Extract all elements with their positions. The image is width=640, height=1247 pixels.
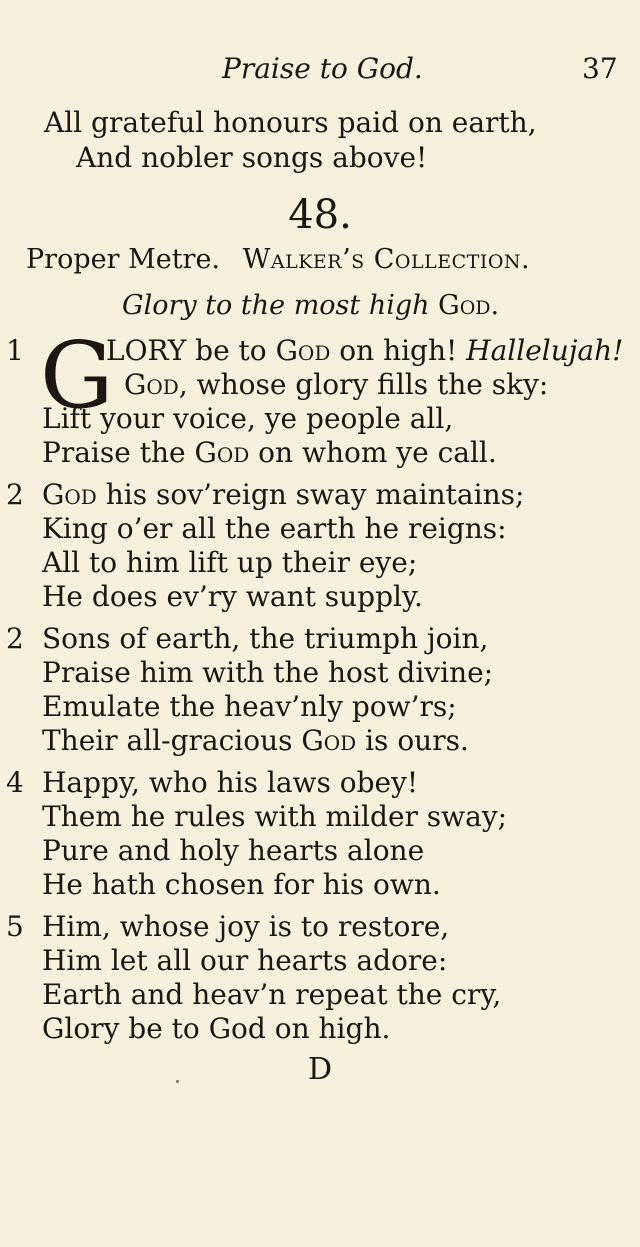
verse-line: He hath chosen for his own. xyxy=(42,868,441,901)
running-head xyxy=(0,52,640,88)
verse-text: on high! xyxy=(330,334,467,367)
verse-line: Lift your voice, ye people all, xyxy=(42,402,454,435)
subtitle-god: God. xyxy=(438,290,500,321)
verse-number: 2 xyxy=(6,478,24,511)
small-caps-god: God xyxy=(42,478,97,511)
verse-line: Emulate the heav’nly pow’rs; xyxy=(42,690,457,723)
verse-number: 5 xyxy=(6,910,24,943)
verse-text: is ours. xyxy=(356,724,469,757)
hymn-subtitle xyxy=(122,290,499,321)
italic-refrain: Hallelujah! xyxy=(466,334,624,367)
metre: Proper Metre. xyxy=(26,244,221,275)
verse-line: He does ev’ry want supply. xyxy=(42,580,423,613)
verse-line: Sons of earth, the triumph join, xyxy=(42,622,489,655)
hymn-metre-line xyxy=(26,244,530,275)
small-caps-god: God xyxy=(194,436,250,469)
verse-line xyxy=(42,724,469,757)
drop-cap: G xyxy=(40,322,114,429)
verse-text: Their all-gracious xyxy=(42,724,302,757)
continuation-line: All grateful honours paid on earth, xyxy=(44,106,537,139)
verse-line: King o’er all the earth he reigns: xyxy=(42,512,507,545)
verse-line: Earth and heav’n repeat the cry, xyxy=(42,978,502,1011)
verse-number: 2 xyxy=(6,622,24,655)
ink-speck xyxy=(176,1080,179,1083)
verse-number: 4 xyxy=(6,766,24,799)
verse-line: Them he rules with milder sway; xyxy=(42,800,508,833)
verse-number: 1 xyxy=(6,334,24,367)
verse-line: Praise him with the host divine; xyxy=(42,656,494,689)
verse-line: Him let all our hearts adore: xyxy=(42,944,448,977)
small-caps-god: God xyxy=(301,724,357,757)
verse-line xyxy=(42,478,524,511)
hymn-number: 48. xyxy=(288,192,352,238)
verse-line: Happy, who his laws obey! xyxy=(42,766,419,799)
signature-mark: D xyxy=(307,1052,333,1087)
subtitle-text: Glory to the most high xyxy=(122,290,430,321)
running-title: Praise to God. xyxy=(222,52,423,85)
verse-text: LORY be to xyxy=(106,334,276,367)
verse-line xyxy=(42,436,497,469)
verse-text: , whose glory fills the sky: xyxy=(178,368,549,401)
verse-line: Glory be to God on high. xyxy=(42,1012,391,1045)
verse-text: his sov’reign sway maintains; xyxy=(96,478,525,511)
verse-line xyxy=(124,368,548,401)
small-caps-god: God xyxy=(275,334,331,367)
continuation-line: And nobler songs above! xyxy=(76,141,428,174)
collection-name: Walker’s Collection. xyxy=(242,244,531,275)
verse-line: All to him lift up their eye; xyxy=(42,546,418,579)
verse-line: Him, whose joy is to restore, xyxy=(42,910,450,943)
page-number: 37 xyxy=(582,52,618,85)
verse-line xyxy=(106,334,623,367)
small-caps-god: God xyxy=(124,368,179,401)
verse-text: on whom ye call. xyxy=(249,436,497,469)
verse-line: Pure and holy hearts alone xyxy=(42,834,425,867)
verse-text: Praise the xyxy=(42,436,195,469)
